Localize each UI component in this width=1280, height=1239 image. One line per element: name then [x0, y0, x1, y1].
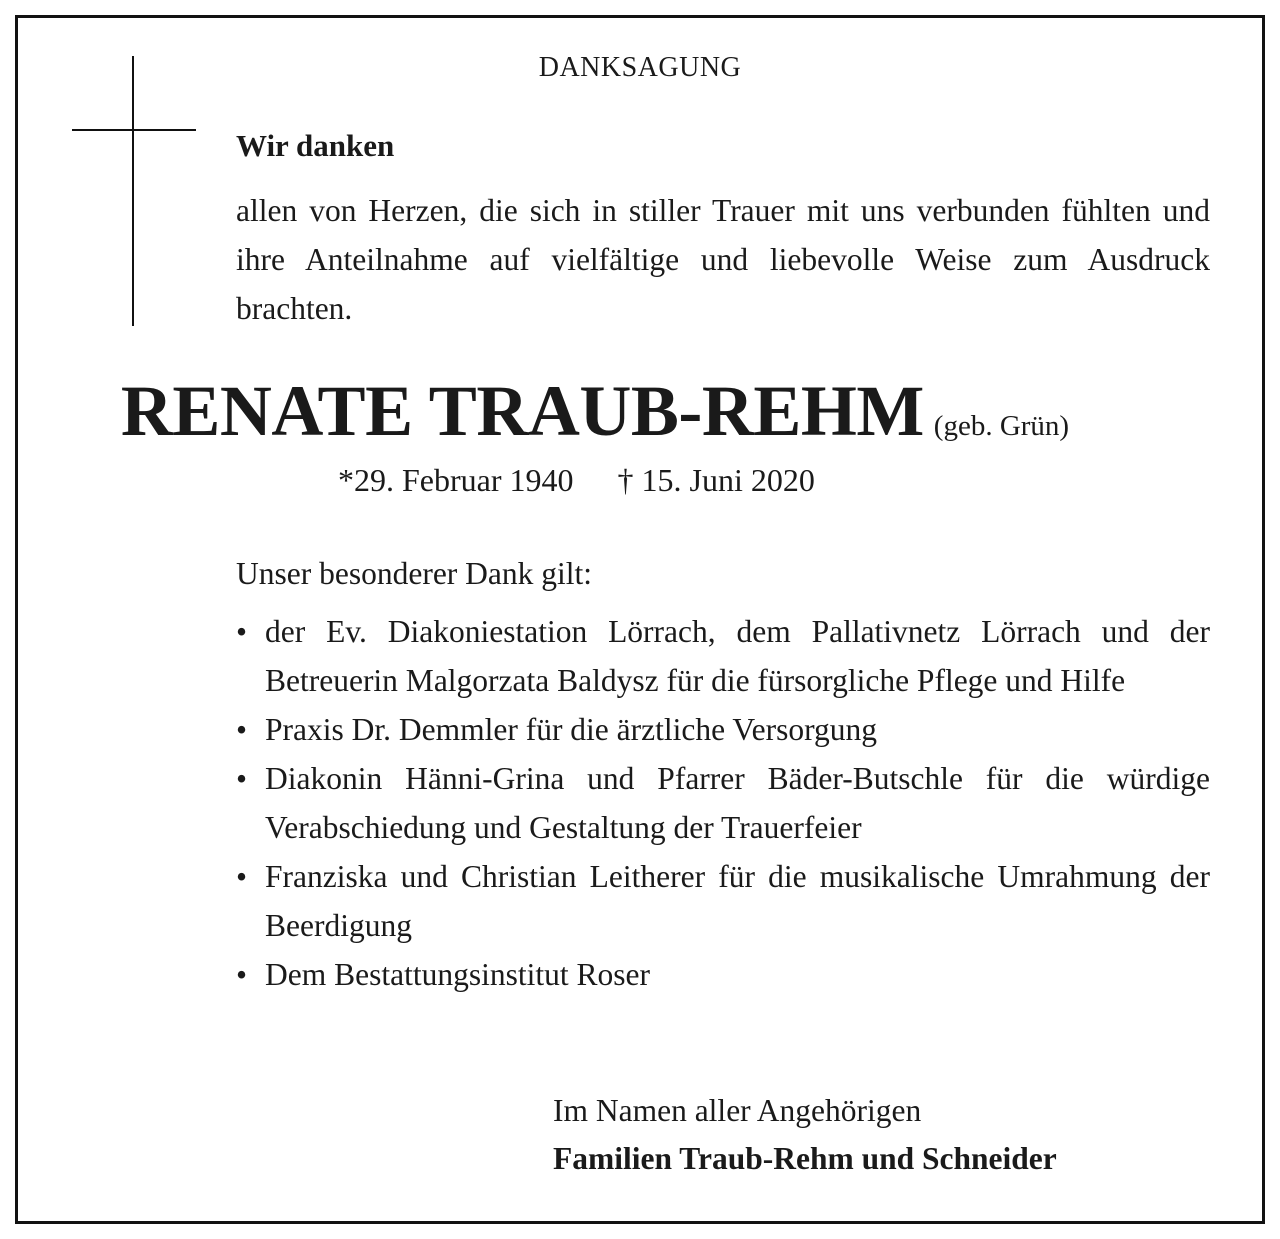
death-date: † 15. Juni 2020: [617, 462, 815, 498]
cross-horizontal-bar: [72, 129, 196, 131]
signoff: [553, 1087, 1057, 1183]
signoff-line: Im Namen aller Angehörigen: [553, 1093, 922, 1128]
thanks-title: Wir danken: [236, 128, 395, 163]
list-item-text: Praxis Dr. Demmler für die ärztliche Versorgung: [265, 712, 878, 747]
list-item-text: Diakonin Hänni-Grina und Pfarrer Bäder-Butschle für die würdige Verabschiedung und Gestaltung der Trauerfeier: [265, 761, 1210, 845]
notice-heading: DANKSAGUNG: [538, 52, 742, 83]
list-item-text: Dem Bestattungsinstitut Roser: [265, 957, 650, 992]
birth-date: *29. Februar 1940: [338, 462, 574, 498]
bullet-icon: •: [236, 712, 248, 747]
life-dates: [338, 462, 815, 499]
bullet-icon: •: [236, 761, 248, 796]
family-signature: Familien Traub-Rehm und Schneider: [553, 1141, 1057, 1176]
bullet-icon: •: [236, 957, 248, 992]
list-item: [236, 754, 1210, 852]
deceased-name-line: [0, 370, 1280, 453]
list-item: [236, 852, 1210, 950]
cross-vertical-bar: [132, 56, 134, 326]
intro-text: allen von Herzen, die sich in stiller Trauer mit uns verbunden fühlten und ihre Anteilnahme auf vielfältige und liebevolle Weise zum Ausdruck brachten.: [236, 193, 1210, 326]
bullet-icon: •: [236, 859, 248, 894]
maiden-name: (geb. Grün): [933, 410, 1070, 442]
list-item-text: der Ev. Diakoniestation Lörrach, dem Pallativnetz Lörrach und der Betreuerin Malgorzata Baldysz für die fürsorgliche Pflege und Hilfe: [265, 614, 1210, 698]
list-item: [236, 950, 1210, 999]
special-thanks-label: Unser besonderer Dank gilt:: [236, 556, 593, 591]
list-item: [236, 705, 1210, 754]
list-item-text: Franziska und Christian Leitherer für die musikalische Umrahmung der Beerdigung: [265, 859, 1210, 943]
thanks-list: [236, 607, 1210, 999]
bullet-icon: •: [236, 614, 248, 649]
list-item: [236, 607, 1210, 705]
deceased-name: RENATE TRAUB-REHM: [120, 371, 924, 451]
